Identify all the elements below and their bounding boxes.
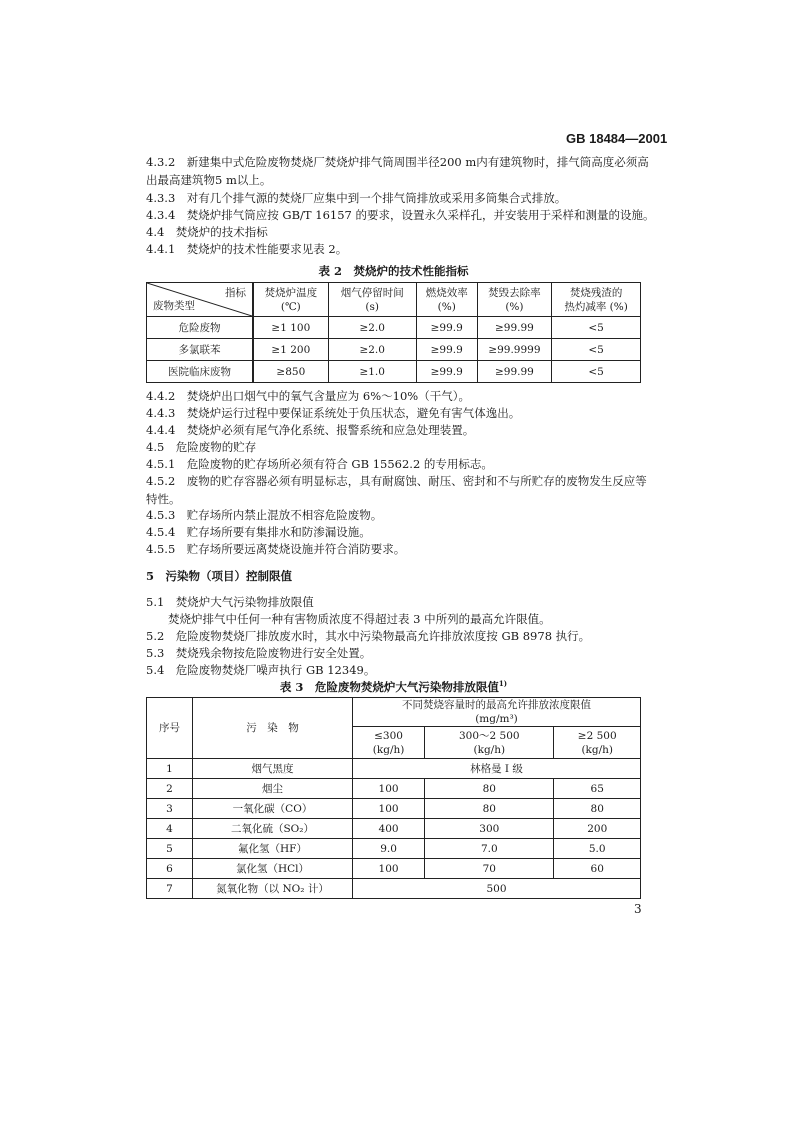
paragraph-4-4-3 — [146, 404, 520, 422]
table-row — [147, 859, 641, 879]
value-cell: 80 — [425, 779, 554, 799]
column-header: 燃烧效率 (%) — [416, 283, 477, 317]
section-number: 5 — [146, 569, 155, 583]
value-cell: ≥2.0 — [328, 317, 416, 339]
clause-text: 危险废物的贮存场所必须有符合 GB 15562.2 的专用标志。 — [186, 457, 493, 471]
clause-text: 焚烧炉排气筒应按 GB/T 16157 的要求，设置永久采样孔，并安装用于采样和测量的设施。 — [186, 208, 655, 222]
seq-cell: 3 — [147, 799, 193, 819]
clause-text: 焚烧炉出口烟气中的氧气含量应为 6%～10%（干气）。 — [186, 389, 470, 403]
paragraph-4-4-4 — [146, 421, 474, 439]
clause-text: 贮存场所要远离焚烧设施并符合消防要求。 — [186, 542, 406, 556]
paragraph-4-4-2 — [146, 387, 470, 405]
paragraph-4-5-2 — [146, 472, 656, 508]
value-cell: 70 — [425, 859, 554, 879]
pollutant-header: 污 染 物 — [193, 698, 353, 759]
paragraph-5-4 — [146, 661, 375, 679]
capacity-header: 300～2 500 (kg/h) — [425, 727, 554, 759]
clause-text: 危险废物焚烧厂噪声执行 GB 12349。 — [175, 663, 376, 677]
pollutant-cell: 烟尘 — [193, 779, 353, 799]
value-cell: ≥99.9 — [416, 339, 477, 361]
clause-number: 4.4.3 — [146, 406, 176, 420]
value-cell: 80 — [554, 799, 641, 819]
page-number: 3 — [634, 902, 642, 916]
seq-cell: 1 — [147, 759, 193, 779]
column-header: 焚毁去除率 (%) — [477, 283, 552, 317]
pollutant-cell: 氮氧化物（以 NO₂ 计） — [193, 879, 353, 899]
clause-number: 5.4 — [146, 663, 165, 677]
paragraph-4-4 — [146, 223, 268, 241]
paragraph-4-3-4 — [146, 206, 655, 224]
corner-bottom-label: 废物类型 — [153, 300, 195, 312]
paragraph-4-4-1 — [146, 240, 347, 258]
waste-type-cell: 医院临床废物 — [147, 361, 254, 383]
table2-incinerator-performance — [146, 282, 641, 383]
seq-cell: 2 — [147, 779, 193, 799]
table-header-row — [147, 283, 641, 317]
paragraph-4-3-2 — [146, 153, 656, 189]
clause-number: 4.5.3 — [146, 508, 176, 522]
value-cell: ≥99.9 — [416, 361, 477, 383]
pollutant-cell: 氯化氢（HCl） — [193, 859, 353, 879]
seq-cell: 6 — [147, 859, 193, 879]
clause-text: 新建集中式危险废物焚烧厂焚烧炉排气筒周围半径200 m内有建筑物时，排气筒高度必须高出最高建筑物5 m以上。 — [146, 155, 649, 187]
paragraph-4-3-3 — [146, 189, 566, 207]
paragraph-5-2 — [146, 627, 590, 645]
clause-number: 5.3 — [146, 646, 165, 660]
paragraph-5-3 — [146, 644, 371, 662]
table3-caption-text: 表 3 危险废物焚烧炉大气污染物排放限值 — [279, 680, 499, 694]
clause-number: 4.3.3 — [146, 191, 176, 205]
clause-text: 焚烧炉的技术性能要求见表 2。 — [186, 242, 348, 256]
paragraph-4-5-4 — [146, 523, 371, 541]
clause-text: 焚烧炉运行过程中要保证系统处于负压状态，避免有害气体逸出。 — [186, 406, 521, 420]
seq-header: 序号 — [147, 698, 193, 759]
table3-caption — [146, 679, 641, 695]
table-row — [147, 819, 641, 839]
paragraph-4-5-5 — [146, 540, 405, 558]
footnote-marker: 1) — [498, 679, 508, 689]
value-cell: ≥99.9 — [416, 317, 477, 339]
value-cell: 200 — [554, 819, 641, 839]
table3-emission-limits — [146, 697, 641, 899]
paragraph-5-1 — [146, 593, 314, 611]
pollutant-cell: 烟气黑度 — [193, 759, 353, 779]
section-5-heading — [146, 567, 292, 585]
column-header: 焚烧残渣的 热灼减率 (%) — [552, 283, 641, 317]
clause-text: 焚烧炉排气中任何一种有害物质浓度不得超过表 3 中所列的最高允许限值。 — [168, 612, 551, 626]
clause-text: 危险废物焚烧厂排放废水时，其水中污染物最高允许排放浓度按 GB 8978 执行。 — [175, 629, 591, 643]
column-header: 焚烧炉温度 (℃) — [253, 283, 328, 317]
waste-type-cell: 危险废物 — [147, 317, 254, 339]
clause-text: 焚烧残余物按危险废物进行安全处置。 — [175, 646, 372, 660]
pollutant-cell: 一氧化碳（CO） — [193, 799, 353, 819]
paragraph-5-1-body — [168, 610, 551, 628]
table-row — [147, 317, 641, 339]
clause-number: 4.3.4 — [146, 208, 176, 222]
value-cell: 9.0 — [353, 839, 425, 859]
clause-text: 焚烧炉必须有尾气净化系统、报警系统和应急处理装置。 — [186, 423, 475, 437]
value-cell: 100 — [353, 859, 425, 879]
value-cell: ≥2.0 — [328, 339, 416, 361]
standard-number: GB 18484—2001 — [566, 131, 668, 146]
table-row — [147, 361, 641, 383]
clause-number: 4.4.4 — [146, 423, 176, 437]
clause-number: 4.4.1 — [146, 242, 176, 256]
corner-top-label: 指标 — [225, 287, 246, 299]
table-header-row — [147, 698, 641, 727]
clause-number: 4.5 — [146, 440, 165, 454]
clause-number: 5.2 — [146, 629, 165, 643]
value-cell: 300 — [425, 819, 554, 839]
value-cell: 60 — [554, 859, 641, 879]
value-cell: 5.0 — [554, 839, 641, 859]
waste-type-cell: 多氯联苯 — [147, 339, 254, 361]
table-row — [147, 779, 641, 799]
pollutant-cell: 氟化氢（HF） — [193, 839, 353, 859]
seq-cell: 4 — [147, 819, 193, 839]
table-row — [147, 339, 641, 361]
value-cell: 65 — [554, 779, 641, 799]
merged-value-cell: 林格曼 I 级 — [353, 759, 641, 779]
clause-number: 4.3.2 — [146, 155, 176, 169]
value-cell: 100 — [353, 779, 425, 799]
clause-number: 4.5.2 — [146, 474, 176, 488]
clause-text: 焚烧炉大气污染物排放限值 — [175, 595, 314, 609]
clause-text: 危险废物的贮存 — [175, 440, 257, 454]
clause-text: 焚烧炉的技术指标 — [175, 225, 268, 239]
value-cell: <5 — [552, 317, 641, 339]
value-cell: ≥99.9999 — [477, 339, 552, 361]
value-cell: <5 — [552, 361, 641, 383]
clause-number: 4.5.4 — [146, 525, 176, 539]
seq-cell: 5 — [147, 839, 193, 859]
clause-text: 废物的贮存容器必须有明显标志，具有耐腐蚀、耐压、密封和不与所贮存的废物发生反应等特性。 — [146, 474, 647, 506]
value-cell: ≥99.99 — [477, 361, 552, 383]
seq-cell: 7 — [147, 879, 193, 899]
value-cell: 400 — [353, 819, 425, 839]
value-cell: ≥1 200 — [253, 339, 328, 361]
table2-caption: 表 2 焚烧炉的技术性能指标 — [318, 264, 469, 278]
table2-corner-cell — [147, 283, 254, 317]
section-title: 污染物（项目）控制限值 — [165, 569, 293, 583]
value-cell: 100 — [353, 799, 425, 819]
clause-text: 对有几个排气源的焚烧厂应集中到一个排气筒排放或采用多筒集合式排放。 — [186, 191, 567, 205]
clause-text: 贮存场所要有集排水和防渗漏设施。 — [186, 525, 371, 539]
value-cell: ≥850 — [253, 361, 328, 383]
value-cell: 7.0 — [425, 839, 554, 859]
table-row — [147, 799, 641, 819]
value-cell: ≥1.0 — [328, 361, 416, 383]
capacity-header: ≥2 500 (kg/h) — [554, 727, 641, 759]
clause-number: 4.4.2 — [146, 389, 176, 403]
capacity-header: ≤300 (kg/h) — [353, 727, 425, 759]
column-header: 烟气停留时间 (s) — [328, 283, 416, 317]
clause-number: 5.1 — [146, 595, 165, 609]
value-cell: 80 — [425, 799, 554, 819]
clause-number: 4.4 — [146, 225, 165, 239]
table-row — [147, 759, 641, 779]
clause-number: 4.5.5 — [146, 542, 176, 556]
value-cell: <5 — [552, 339, 641, 361]
paragraph-4-5-3 — [146, 506, 382, 524]
table-row — [147, 879, 641, 899]
paragraph-4-5-1 — [146, 455, 493, 473]
table-row — [147, 839, 641, 859]
value-cell: ≥1 100 — [253, 317, 328, 339]
value-cell: ≥99.99 — [477, 317, 552, 339]
merged-value-cell: 500 — [353, 879, 641, 899]
clause-number: 4.5.1 — [146, 457, 176, 471]
pollutant-cell: 二氧化硫（SO₂） — [193, 819, 353, 839]
clause-text: 贮存场所内禁止混放不相容危险废物。 — [186, 508, 383, 522]
limit-header: 不同焚烧容量时的最高允许排放浓度限值 (mg/m³) — [353, 698, 641, 727]
paragraph-4-5 — [146, 438, 256, 456]
